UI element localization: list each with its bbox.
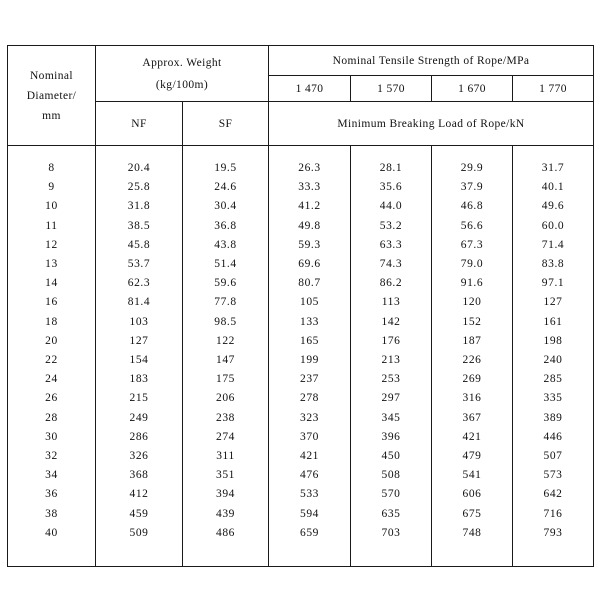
header-approx-weight-title: Approx. Weight	[142, 56, 222, 69]
header-approx-weight	[96, 46, 269, 102]
value-cell: 80.7	[269, 274, 351, 293]
diameter-cell: 9	[8, 178, 96, 197]
value-cell: 103	[96, 313, 183, 332]
value-cell: 43.8	[183, 236, 269, 255]
table-row	[8, 197, 594, 216]
value-cell: 370	[269, 428, 351, 447]
value-cell: 311	[183, 447, 269, 466]
value-cell: 345	[351, 409, 432, 428]
value-cell: 176	[351, 332, 432, 351]
value-cell: 606	[432, 485, 513, 504]
header-nominal-diameter	[8, 46, 96, 146]
value-cell: 30.4	[183, 197, 269, 216]
value-cell: 29.9	[432, 146, 513, 179]
value-cell: 105	[269, 293, 351, 312]
value-cell: 20.4	[96, 146, 183, 179]
value-cell: 450	[351, 447, 432, 466]
value-cell: 83.8	[513, 255, 594, 274]
value-cell: 74.3	[351, 255, 432, 274]
value-cell: 71.4	[513, 236, 594, 255]
value-cell: 439	[183, 505, 269, 524]
value-cell: 509	[96, 524, 183, 567]
value-cell: 127	[513, 293, 594, 312]
value-cell: 659	[269, 524, 351, 567]
table-row	[8, 370, 594, 389]
value-cell: 63.3	[351, 236, 432, 255]
table-row	[8, 447, 594, 466]
value-cell: 297	[351, 389, 432, 408]
header-breaking-load: Minimum Breaking Load of Rope/kN	[269, 102, 594, 146]
header-grade-1670: 1 670	[432, 76, 513, 102]
value-cell: 86.2	[351, 274, 432, 293]
value-cell: 35.6	[351, 178, 432, 197]
value-cell: 161	[513, 313, 594, 332]
diameter-cell: 36	[8, 485, 96, 504]
value-cell: 45.8	[96, 236, 183, 255]
table-row	[8, 351, 594, 370]
diameter-cell: 13	[8, 255, 96, 274]
value-cell: 40.1	[513, 178, 594, 197]
value-cell: 274	[183, 428, 269, 447]
table-row	[8, 178, 594, 197]
value-cell: 59.3	[269, 236, 351, 255]
value-cell: 37.9	[432, 178, 513, 197]
diameter-cell: 11	[8, 217, 96, 236]
value-cell: 716	[513, 505, 594, 524]
value-cell: 67.3	[432, 236, 513, 255]
value-cell: 31.8	[96, 197, 183, 216]
diameter-cell: 40	[8, 524, 96, 567]
header-tensile-strength: Nominal Tensile Strength of Rope/MPa	[269, 46, 594, 76]
value-cell: 53.7	[96, 255, 183, 274]
value-cell: 323	[269, 409, 351, 428]
value-cell: 152	[432, 313, 513, 332]
value-cell: 213	[351, 351, 432, 370]
table-row	[8, 236, 594, 255]
value-cell: 642	[513, 485, 594, 504]
value-cell: 122	[183, 332, 269, 351]
value-cell: 77.8	[183, 293, 269, 312]
value-cell: 25.8	[96, 178, 183, 197]
value-cell: 81.4	[96, 293, 183, 312]
table-row	[8, 146, 594, 179]
value-cell: 394	[183, 485, 269, 504]
value-cell: 69.6	[269, 255, 351, 274]
diameter-cell: 26	[8, 389, 96, 408]
value-cell: 183	[96, 370, 183, 389]
value-cell: 49.6	[513, 197, 594, 216]
value-cell: 286	[96, 428, 183, 447]
table-row	[8, 524, 594, 567]
header-grade-1570: 1 570	[351, 76, 432, 102]
value-cell: 38.5	[96, 217, 183, 236]
value-cell: 56.6	[432, 217, 513, 236]
value-cell: 120	[432, 293, 513, 312]
value-cell: 335	[513, 389, 594, 408]
value-cell: 253	[351, 370, 432, 389]
header-nominal-diameter-line2: Diameter/	[26, 89, 77, 102]
value-cell: 226	[432, 351, 513, 370]
value-cell: 240	[513, 351, 594, 370]
value-cell: 316	[432, 389, 513, 408]
value-cell: 249	[96, 409, 183, 428]
value-cell: 479	[432, 447, 513, 466]
table-row	[8, 313, 594, 332]
table-row	[8, 409, 594, 428]
value-cell: 79.0	[432, 255, 513, 274]
value-cell: 19.5	[183, 146, 269, 179]
diameter-cell: 18	[8, 313, 96, 332]
value-cell: 635	[351, 505, 432, 524]
value-cell: 412	[96, 485, 183, 504]
value-cell: 237	[269, 370, 351, 389]
value-cell: 748	[432, 524, 513, 567]
value-cell: 53.2	[351, 217, 432, 236]
header-nominal-diameter-line1: Nominal	[29, 69, 74, 82]
value-cell: 154	[96, 351, 183, 370]
value-cell: 368	[96, 466, 183, 485]
diameter-cell: 34	[8, 466, 96, 485]
value-cell: 215	[96, 389, 183, 408]
value-cell: 573	[513, 466, 594, 485]
value-cell: 147	[183, 351, 269, 370]
value-cell: 508	[351, 466, 432, 485]
table-row	[8, 485, 594, 504]
header-nf: NF	[96, 102, 183, 146]
header-grade-1470: 1 470	[269, 76, 351, 102]
value-cell: 269	[432, 370, 513, 389]
table-row	[8, 466, 594, 485]
table-row	[8, 505, 594, 524]
table-body	[8, 146, 594, 567]
table-row	[8, 217, 594, 236]
table-row	[8, 428, 594, 447]
value-cell: 476	[269, 466, 351, 485]
diameter-cell: 20	[8, 332, 96, 351]
value-cell: 541	[432, 466, 513, 485]
value-cell: 46.8	[432, 197, 513, 216]
diameter-cell: 22	[8, 351, 96, 370]
diameter-cell: 8	[8, 146, 96, 179]
value-cell: 570	[351, 485, 432, 504]
value-cell: 33.3	[269, 178, 351, 197]
value-cell: 675	[432, 505, 513, 524]
value-cell: 199	[269, 351, 351, 370]
value-cell: 421	[432, 428, 513, 447]
value-cell: 91.6	[432, 274, 513, 293]
value-cell: 206	[183, 389, 269, 408]
value-cell: 127	[96, 332, 183, 351]
value-cell: 486	[183, 524, 269, 567]
table-row	[8, 274, 594, 293]
value-cell: 24.6	[183, 178, 269, 197]
diameter-cell: 16	[8, 293, 96, 312]
diameter-cell: 38	[8, 505, 96, 524]
value-cell: 396	[351, 428, 432, 447]
value-cell: 175	[183, 370, 269, 389]
table-row	[8, 293, 594, 312]
value-cell: 198	[513, 332, 594, 351]
value-cell: 26.3	[269, 146, 351, 179]
value-cell: 351	[183, 466, 269, 485]
diameter-cell: 10	[8, 197, 96, 216]
diameter-cell: 28	[8, 409, 96, 428]
value-cell: 31.7	[513, 146, 594, 179]
value-cell: 326	[96, 447, 183, 466]
value-cell: 367	[432, 409, 513, 428]
value-cell: 98.5	[183, 313, 269, 332]
diameter-cell: 32	[8, 447, 96, 466]
diameter-cell: 12	[8, 236, 96, 255]
rope-strength-table	[7, 45, 594, 567]
table-row	[8, 389, 594, 408]
value-cell: 594	[269, 505, 351, 524]
value-cell: 60.0	[513, 217, 594, 236]
value-cell: 44.0	[351, 197, 432, 216]
value-cell: 793	[513, 524, 594, 567]
diameter-cell: 14	[8, 274, 96, 293]
value-cell: 142	[351, 313, 432, 332]
value-cell: 51.4	[183, 255, 269, 274]
value-cell: 389	[513, 409, 594, 428]
value-cell: 36.8	[183, 217, 269, 236]
value-cell: 507	[513, 447, 594, 466]
weight-subcol-row	[8, 102, 594, 146]
value-cell: 97.1	[513, 274, 594, 293]
table-row	[8, 332, 594, 351]
header-sf: SF	[183, 102, 269, 146]
diameter-cell: 24	[8, 370, 96, 389]
value-cell: 285	[513, 370, 594, 389]
value-cell: 533	[269, 485, 351, 504]
header-nominal-diameter-line3: mm	[42, 109, 61, 122]
value-cell: 421	[269, 447, 351, 466]
value-cell: 446	[513, 428, 594, 447]
value-cell: 59.6	[183, 274, 269, 293]
value-cell: 28.1	[351, 146, 432, 179]
header-grade-1770: 1 770	[513, 76, 594, 102]
value-cell: 238	[183, 409, 269, 428]
value-cell: 62.3	[96, 274, 183, 293]
value-cell: 113	[351, 293, 432, 312]
value-cell: 703	[351, 524, 432, 567]
header-approx-weight-unit: (kg/100m)	[155, 78, 209, 91]
value-cell: 165	[269, 332, 351, 351]
value-cell: 133	[269, 313, 351, 332]
value-cell: 49.8	[269, 217, 351, 236]
diameter-cell: 30	[8, 428, 96, 447]
table-row	[8, 255, 594, 274]
value-cell: 41.2	[269, 197, 351, 216]
value-cell: 459	[96, 505, 183, 524]
value-cell: 187	[432, 332, 513, 351]
value-cell: 278	[269, 389, 351, 408]
